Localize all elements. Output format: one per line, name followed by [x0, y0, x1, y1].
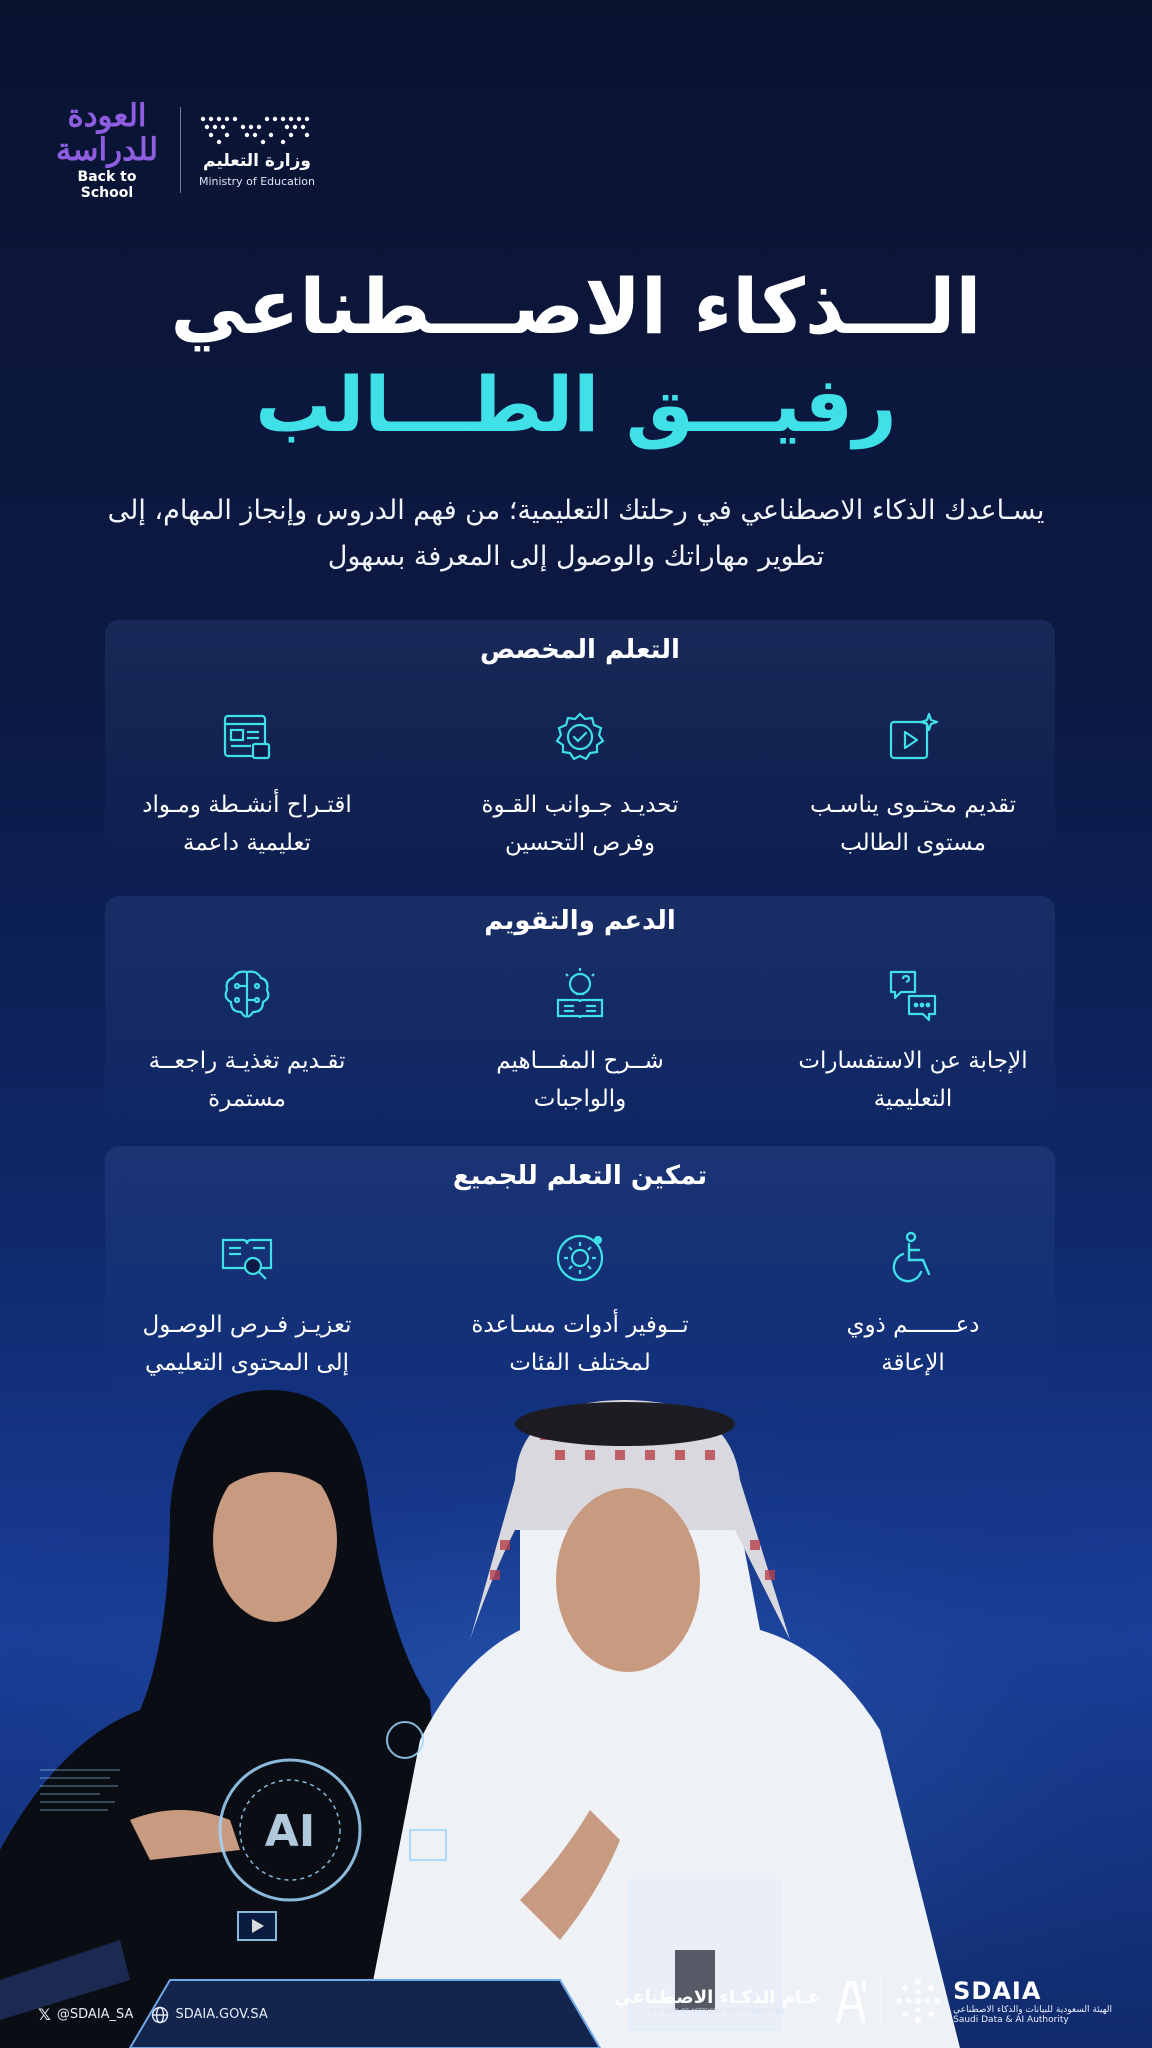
website-link[interactable]: SDAIA.GOV.SA — [175, 2007, 268, 2022]
ai-year-logo — [614, 1987, 820, 2015]
feature-line-2: وفرص التحسين — [504, 830, 656, 856]
intro-paragraph: يسـاعدك الذكاء الاصطناعي في رحلتك التعليمية؛ من فهم الدروس وإنجاز المهام، إلى تطوير مهاراتك والوصول إلى المعرفة بسهول — [107, 495, 1045, 572]
logo-separator — [880, 1977, 881, 2025]
section-enable-learning-for-all — [105, 1146, 1055, 1396]
globe-icon — [151, 2006, 169, 2024]
section-title: التعلم المخصص — [480, 635, 680, 665]
feature-line-1: تعزيـز فـرص الوصـول — [142, 1312, 352, 1338]
sdaia-arabic: الهيئة السعودية للبيانات والذكاء الاصطناعي — [953, 2005, 1112, 2015]
gear-tools-icon — [552, 1230, 608, 1286]
feature-item — [763, 710, 1063, 862]
feature-line-1: شــرح المفـــاهيم — [496, 1048, 664, 1074]
photo-illustration — [0, 1380, 1152, 2048]
main-title: الـــذكاء الاصـــطناعي — [170, 262, 982, 351]
feature-item — [430, 1230, 730, 1382]
feature-line-1: تحديـد جـوانب القـوة — [481, 792, 679, 818]
ministry-arabic: وزارة التعليم — [203, 150, 311, 171]
section-title: تمكين التعلم للجميع — [452, 1161, 708, 1191]
logo-divider — [180, 107, 181, 193]
feature-item — [97, 966, 397, 1118]
book-search-icon — [219, 1230, 275, 1286]
sdaia-english: Saudi Data & AI Authority — [953, 2015, 1069, 2025]
play-sparkle-icon — [885, 710, 941, 766]
brain-circuit-icon — [219, 966, 275, 1022]
students-photo — [0, 1380, 1152, 2048]
feature-line-1: تــوفير أدوات مسـاعدة — [471, 1312, 689, 1338]
feature-line-2: لمختلف الفئات — [509, 1350, 651, 1376]
feature-line-1: الإجابة عن الاستفسارات — [798, 1048, 1028, 1074]
x-logo-icon: 𝕏 — [38, 2005, 51, 2024]
feature-line-2: تعليمية داعمة — [183, 830, 311, 856]
sdaia-text-block — [953, 1977, 1112, 2025]
feature-line-2: مستمرة — [208, 1086, 286, 1112]
back-to-school-logo — [52, 99, 162, 201]
feature-line-1: دعـــــــم ذوي — [846, 1312, 980, 1338]
sdaia-emblem-icon — [893, 1976, 943, 2026]
feature-line-2: الإعاقة — [881, 1350, 945, 1376]
ministry-of-education-logo — [197, 113, 317, 188]
ai-year-arabic: عـام الذكـاء الاصطناعي — [614, 1987, 821, 2008]
feature-item — [763, 1230, 1063, 1382]
chat-question-icon — [885, 966, 941, 1022]
x-handle[interactable]: @SDAIA_SA — [56, 2007, 134, 2022]
hologram-ai-text: AI — [264, 1806, 316, 1857]
feature-line-2: والواجبات — [533, 1086, 627, 1112]
lightbulb-book-icon — [552, 966, 608, 1022]
accessibility-icon — [885, 1230, 941, 1286]
section-support-evaluation — [105, 896, 1055, 1146]
ai-mark-icon — [834, 1977, 868, 2025]
section-title: الدعم والتقويم — [484, 906, 676, 936]
feature-item — [763, 966, 1063, 1118]
main-subtitle: رفيـــق الطـــالب — [255, 360, 897, 449]
back-to-school-english: Back to School — [77, 169, 137, 201]
section-personalized-learning — [105, 620, 1055, 880]
sdaia-brand: SDAIA — [953, 1977, 1042, 2005]
section-items — [97, 710, 1063, 862]
back-to-school-arabic: العودة للدراسة — [55, 98, 159, 168]
feature-line-1: تقديم محتـوى يناسـب — [809, 792, 1017, 818]
section-items — [97, 1230, 1063, 1382]
ministry-dots-icon — [197, 113, 317, 145]
section-items — [97, 966, 1063, 1118]
feature-line-2: إلى المحتوى التعليمي — [144, 1350, 349, 1376]
feature-line-2: التعليمية — [873, 1086, 953, 1112]
feature-item — [97, 710, 397, 862]
feature-item — [430, 966, 730, 1118]
ai-document-icon — [219, 710, 275, 766]
feature-line-1: تقـديم تغذيـة راجعــة — [148, 1048, 346, 1074]
feature-line-2: مستوى الطالب — [840, 830, 986, 856]
feature-item — [97, 1230, 397, 1382]
verified-badge-icon — [552, 710, 608, 766]
feature-item — [430, 710, 730, 862]
ai-year-english: THE YEAR OF ARTIFICIAL INTELLIGENCE 2026 — [649, 2008, 785, 2015]
header-logos — [52, 98, 317, 201]
footer-partner-logos — [614, 1976, 1112, 2026]
feature-line-1: اقتـراح أنشـطة ومـواد — [142, 792, 352, 818]
footer-social — [38, 2005, 274, 2024]
ministry-english: Ministry of Education — [198, 174, 315, 188]
